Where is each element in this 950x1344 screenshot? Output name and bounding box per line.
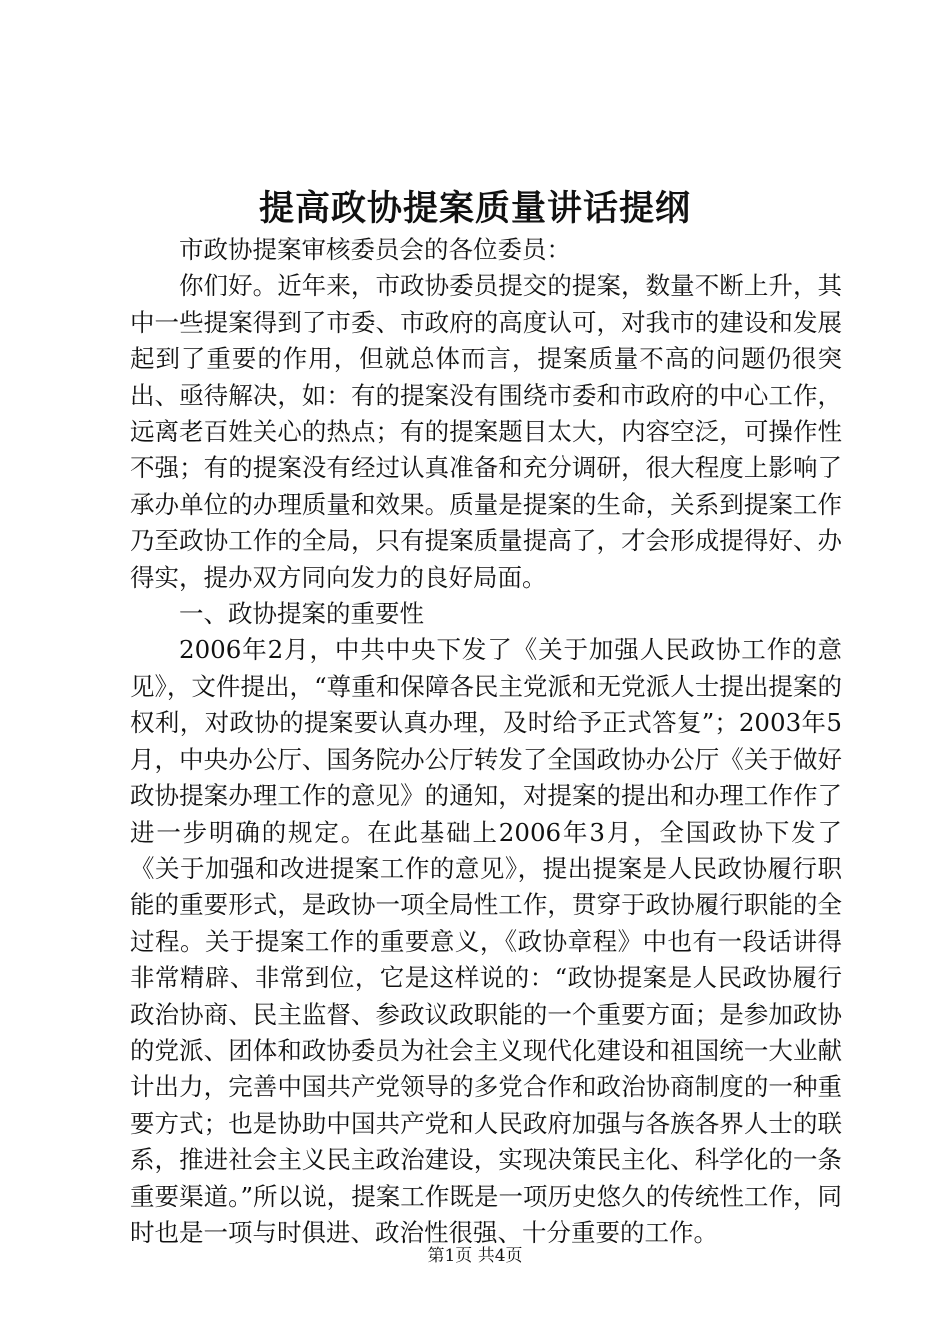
page-footer: 第1页 共4页 (427, 1246, 523, 1266)
document-title: 提高政协提案质量讲话提纲 (258, 188, 691, 229)
salutation: 市政协提案审核委员会的各位委员： (179, 235, 571, 264)
body-paragraph: 你们好。近年来，市政协委员提交的提案，数量不断上升，其中一些提案得到了市委、市政府的高度认可，对我市的建设和发展起到了重要的作用，但就总体而言，提案质量不高的问题仍很突出、亟待解决，如：有的提案没有围绕市委和市政府的中心工作，远离老百姓关心的热点；有的提案题目太大，内容空泛，可操作性不强；有的提案没有经过认真准备和充分调研，很大程度上影响了承办单位的办理质量和效果。质量是提案的生命，关系到提案工作乃至政协工作的全局，只有提案质量提高了，才会形成提得好、办得实，提办双方同向发力的良好局面。 (130, 271, 842, 592)
section-heading: 一、政协提案的重要性 (179, 599, 424, 629)
body-paragraph: 2006年2月，中共中央下发了《关于加强人民政协工作的意见》，文件提出，“尊重和保障各民主党派和无党派人士提出提案的权利，对政协的提案要认真办理，及时给予正式答复”；2003年5月，中央办公厅、国务院办公厅转发了全国政协办公厅《关于做好政协提案办理工作的意见》的通知，对提案的提出和办理工作作了进一步明确的规定。在此基础上2006年3月，全国政协下发了《关于加强和改进提案工作的意见》，提出提案是人民政协履行职能的重要形式，是政协一项全局性工作，贯穿于政协履行职能的全过程。关于提案工作的重要意义，《政协章程》中也有一段话讲得非常精辟、非常到位，它是这样说的：“政协提案是人民政协履行政治协商、民主监督、参政议政职能的一个重要方面；是参加政协的党派、团体和政协委员为社会主义现代化建设和祖国统一大业献计出力，完善中国共产党领导的多党合作和政治协商制度的一种重要方式；也是协助中国共产党和人民政府加强与各族各界人士的联系，推进社会主义民主政治建设，实现决策民主化、科学化的一条重要渠道。”所以说，提案工作既是一项历史悠久的传统性工作，同时也是一项与时俱进、政治性很强、十分重要的工作。 (130, 635, 842, 1247)
document-body (130, 232, 842, 1251)
